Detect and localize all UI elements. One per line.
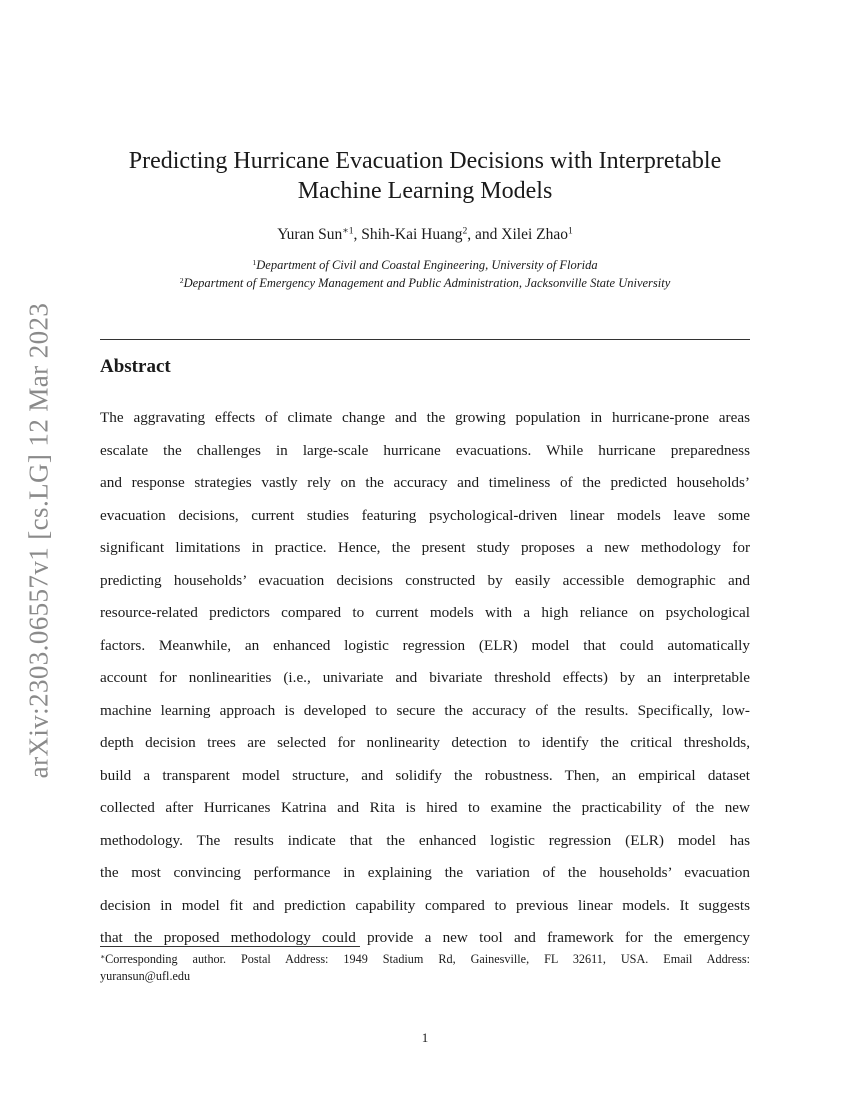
footnote-mark: ∗ [100,951,106,961]
abstract-line: the most convincing performance in explaining the variation of the households’ evacuation [100,864,750,881]
author-name: Yuran Sun [277,226,343,243]
author-name: Shih-Kai Huang [361,226,463,243]
author-name: Xilei Zhao [501,226,568,243]
abstract-line: escalate the challenges in large-scale hurricane evacuations. While hurricane preparedness [100,441,750,459]
affiliation-text: Department of Emergency Management and Public Administration, Jacksonville State University [183,276,671,290]
author-list [100,226,750,244]
arxiv-identifier-stamp [10,290,68,790]
abstract-line: factors. Meanwhile, an enhanced logistic regression (ELR) model that could automatically [100,636,750,654]
abstract-line: resource-related predictors compared to current models with a high reliance on psychological [100,604,750,621]
author-affiliation-mark: 1 [568,225,573,237]
abstract-line: account for nonlinearities (i.e., univariate and bivariate threshold effects) by an interpretable [100,669,750,686]
page-number: 1 [421,1030,429,1045]
abstract-line: decision in model fit and prediction capability compared to previous linear models. It suggests [100,896,750,914]
abstract-line: evacuation decisions, current studies featuring psychological-driven linear models leave some [100,506,750,524]
abstract-line: and response strategies vastly rely on the accuracy and timeliness of the predicted households’ [100,474,750,491]
affiliation-1 [80,258,770,273]
title-line-1: Predicting Hurricane Evacuation Decisions with Interpretable [128,148,722,174]
footnote [100,951,750,985]
footnote-email: yuransun@ufl.edu [100,969,191,983]
author-affiliation-mark: 2 [462,225,468,237]
abstract-line: build a transparent model structure, and solidify the robustness. Then, an empirical dataset [100,766,750,784]
arxiv-identifier-text: arXiv:2303.06557v1 [cs.LG] 12 Mar 2023 [23,302,54,778]
affiliation-text: Department of Civil and Coastal Engineering, University of Florida [256,258,598,272]
title-line-2: Machine Learning Models [297,178,553,204]
author-separator: , and [467,226,502,243]
footnote-line-1 [100,951,750,968]
author-separator: , [353,226,362,243]
abstract-line: The aggravating effects of climate change and the growing population in hurricane-prone areas [100,409,750,426]
affiliation-2 [80,276,770,291]
abstract-line: collected after Hurricanes Katrina and Rita is hired to examine the practicability of the new [100,799,750,816]
footnote-divider [100,946,360,947]
abstract-heading: Abstract [100,356,171,377]
affiliation-mark: 1 [252,257,257,267]
abstract-line: methodology. The results indicate that the enhanced logistic regression (ELR) model has [100,831,750,849]
abstract-line: predicting households’ evacuation decisions constructed by easily accessible demographic and [100,571,750,589]
author-affiliation-mark: ∗1 [342,225,354,237]
header-divider [100,339,750,340]
footnote-text: Corresponding author. Postal Address: 1949 Stadium Rd, Gainesville, FL 32611, USA. Email Address: [105,952,750,966]
abstract-line: that the proposed methodology could provide a new tool and framework for the emergency [100,929,750,946]
affiliation-mark: 2 [179,275,184,285]
paper-title [100,146,750,206]
abstract-line: depth decision trees are selected for nonlinearity detection to identify the critical thresholds, [100,734,750,751]
abstract-line: significant limitations in practice. Hence, the present study proposes a new methodology for [100,539,750,556]
abstract-body [100,402,750,955]
abstract-line: machine learning approach is developed to secure the accuracy of the results. Specifically, low- [100,701,750,719]
